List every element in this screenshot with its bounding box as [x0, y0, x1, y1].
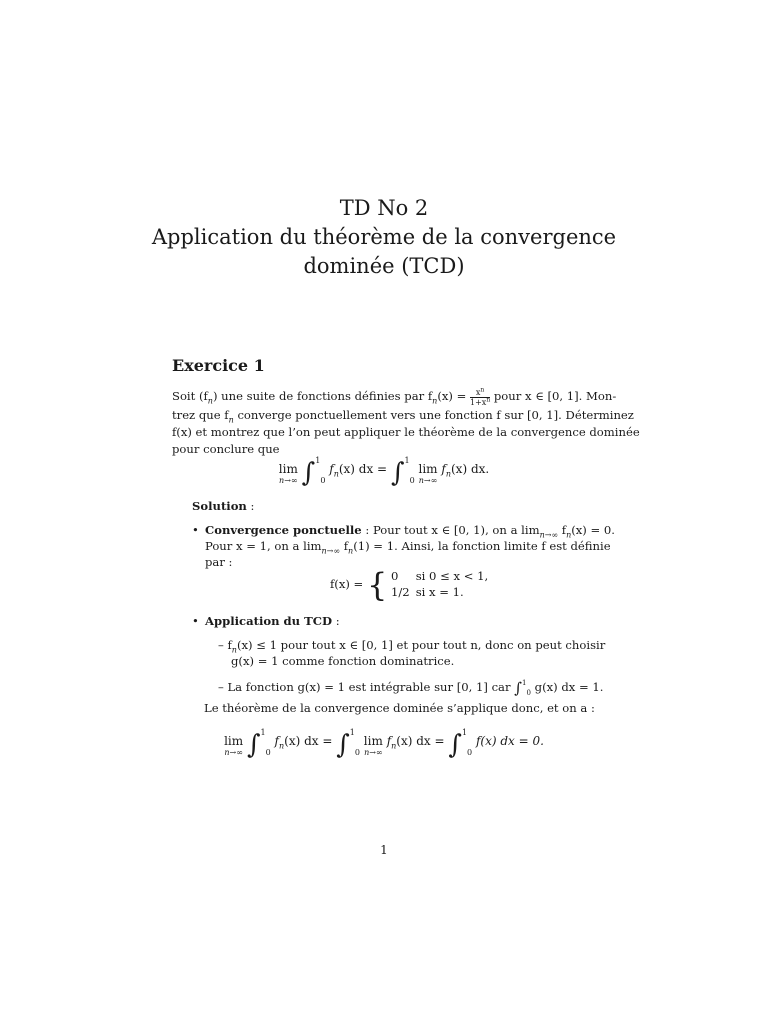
page-number: 1	[380, 843, 388, 857]
bullet-tcd: • Application du TCD :	[192, 614, 340, 628]
title-line-1: TD No 2	[339, 196, 429, 220]
conclusion-text: Le théorème de la convergence dominée s’applique donc, et on a :	[204, 701, 595, 715]
statement-line-4: pour conclure que	[172, 442, 280, 456]
equation-conclusion: lim n→∞ ∫$^1_0$ $f_n(x)$ dx = ∫$^1_0$ lim n→∞ $f_n(x)$ dx = ∫$^1_0$ f(x) dx = 0.	[224, 728, 544, 760]
statement-line-2: trez que $f_n$ converge ponctuellement vers une fonction f sur [0, 1]. Déterminez	[172, 408, 634, 425]
fraction: $\frac{x^n}{1+x^n}$	[470, 386, 491, 407]
title-line-2: Application du théorème de la convergence	[151, 225, 617, 249]
piecewise-definition: f(x) = { 0 si 0 ≤ x < 1, 1/2 si x = 1.	[330, 568, 494, 600]
cases-table: 0 si 0 ≤ x < 1, 1/2 si x = 1.	[391, 569, 489, 599]
sub-item-1: – $f_n(x) \le 1$ pour tout x ∈ [0, 1] et pour tout n, donc on peut choisir g(x) = 1 comme fonction dominatrice.	[218, 638, 606, 668]
equation-limit-integral: lim n→∞ ∫$^1_0$ $f_n(x)$ dx = ∫$^1_0$ lim n→∞ $f_n(x)$ dx.	[278, 456, 490, 488]
solution-label: Solution :	[192, 499, 255, 513]
title-line-3: dominée (TCD)	[303, 254, 465, 278]
statement-line-3: f(x) et montrez que l’on peut appliquer le théorème de la convergence dominée	[172, 425, 640, 439]
limit-operator: lim n→∞	[278, 462, 298, 485]
exercise-statement	[172, 386, 640, 458]
statement-line-1: Soit $(f_n)$ une suite de fonctions définies par $f_n(x)$ = $\frac{x^n}{1+x^n}$ pour x ∈ [0, 1]. Mon-	[172, 386, 617, 407]
section-heading: Exercice 1	[172, 356, 265, 375]
bullet-convergence: • Convergence ponctuelle : Pour tout x ∈ [0, 1), on a $\lim_{n\to\infty} f_n(x) = 0$. Pour x = 1, on a $\lim_{n\to\infty} f_n(1) = 1$. Ainsi, la fonction limite f est définie par :	[192, 523, 615, 569]
document-title	[0, 194, 768, 281]
sub-item-2: – La fonction g(x) = 1 est intégrable sur [0, 1] car ∫$^1_0$ g(x) dx = 1.	[218, 679, 604, 697]
